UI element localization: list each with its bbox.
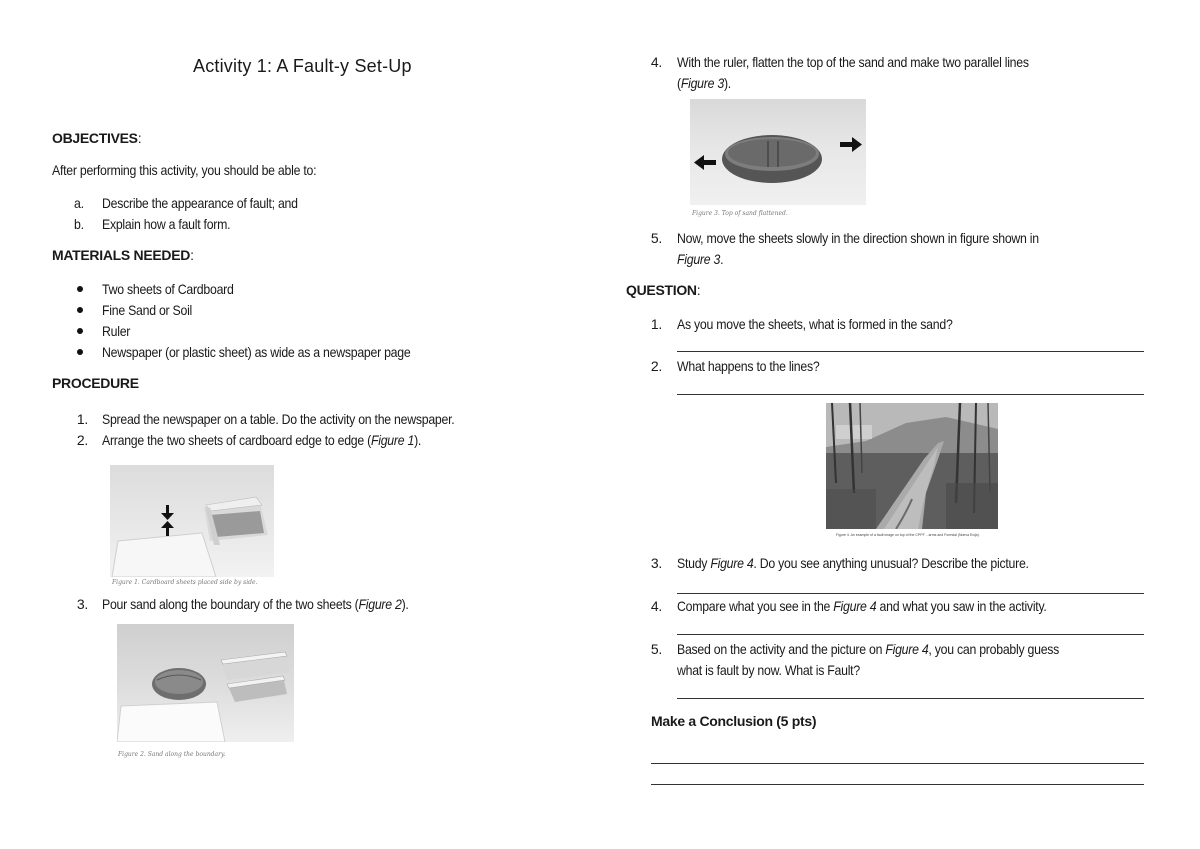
answer-line[interactable] <box>677 634 1144 635</box>
list-item: Two sheets of Cardboard <box>102 281 234 297</box>
bullet-icon <box>77 307 83 313</box>
flattened-sand-photo <box>690 99 866 205</box>
conclusion-line[interactable] <box>651 784 1144 785</box>
list-item: Ruler <box>102 323 131 339</box>
procedure-step: With the ruler, flatten the top of the sand and make two parallel lines <box>677 54 1029 70</box>
figure-2-image <box>117 624 294 742</box>
question-text-continued: what is fault by now. What is Fault? <box>677 662 860 678</box>
list-item: Describe the appearance of fault; and <box>102 195 298 211</box>
procedure-step: Now, move the sheets slowly in the direction shown in figure shown in <box>677 230 1039 246</box>
question-text: What happens to the lines? <box>677 358 820 374</box>
figure-4-image <box>826 403 998 529</box>
answer-line[interactable] <box>677 351 1144 352</box>
conclusion-heading: Make a Conclusion (5 pts) <box>651 713 817 729</box>
sand-boundary-photo <box>117 624 294 742</box>
answer-line[interactable] <box>677 593 1144 594</box>
bullet-icon <box>77 349 83 355</box>
question-number: 1. <box>650 316 662 332</box>
question-text: Compare what you see in the Figure 4 and what you saw in the activity. <box>677 598 1047 614</box>
step-number: 2. <box>76 432 88 448</box>
step-number: 3. <box>76 596 88 612</box>
question-number: 3. <box>650 555 662 571</box>
step-number: 1. <box>76 411 88 427</box>
question-heading: QUESTION: <box>626 282 701 298</box>
list-item: Newspaper (or plastic sheet) as wide as a newspaper page <box>102 344 411 360</box>
objectives-heading: OBJECTIVES: <box>52 130 142 146</box>
question-text: Study Figure 4. Do you see anything unusual? Describe the picture. <box>677 555 1029 571</box>
figure-3-caption: Figure 3. Top of sand flattened. <box>692 210 788 217</box>
page-title: Activity 1: A Fault-y Set-Up <box>193 56 412 76</box>
question-number: 2. <box>650 358 662 374</box>
list-item-marker: b. <box>74 216 84 232</box>
bullet-icon <box>77 328 83 334</box>
list-item-marker: a. <box>74 195 84 211</box>
figure-2-caption: Figure 2. Sand along the boundary. <box>118 751 226 758</box>
step-number: 5. <box>650 230 662 246</box>
answer-line[interactable] <box>677 698 1144 699</box>
objectives-intro: After performing this activity, you should be able to: <box>52 162 317 178</box>
materials-heading: MATERIALS NEEDED: <box>52 247 194 263</box>
procedure-step: Arrange the two sheets of cardboard edge to edge (Figure 1). <box>102 432 422 448</box>
question-number: 4. <box>650 598 662 614</box>
figure-1-caption: Figure 1. Cardboard sheets placed side by side. <box>112 579 258 586</box>
answer-line[interactable] <box>677 394 1144 395</box>
procedure-step-continued: Figure 3. <box>677 251 724 267</box>
figure-1-image <box>110 465 274 577</box>
list-item: Explain how a fault form. <box>102 216 231 232</box>
bullet-icon <box>77 286 83 292</box>
figure-4-caption: Figure 4. An example of a fault image on top of the CPPF ...arms and Forestal (Nueva Ecija). <box>836 533 980 537</box>
procedure-heading: PROCEDURE <box>52 375 139 391</box>
cardboard-photo <box>110 465 274 577</box>
fault-road-photo <box>826 403 998 529</box>
conclusion-line[interactable] <box>651 763 1144 764</box>
procedure-step: Pour sand along the boundary of the two sheets (Figure 2). <box>102 596 409 612</box>
question-number: 5. <box>650 641 662 657</box>
procedure-step: Spread the newspaper on a table. Do the activity on the newspaper. <box>102 411 455 427</box>
list-item: Fine Sand or Soil <box>102 302 193 318</box>
procedure-step-continued: (Figure 3). <box>677 75 731 91</box>
figure-3-image <box>690 99 866 205</box>
question-text: Based on the activity and the picture on Figure 4, you can probably guess <box>677 641 1060 657</box>
question-text: As you move the sheets, what is formed in the sand? <box>677 316 953 332</box>
step-number: 4. <box>650 54 662 70</box>
